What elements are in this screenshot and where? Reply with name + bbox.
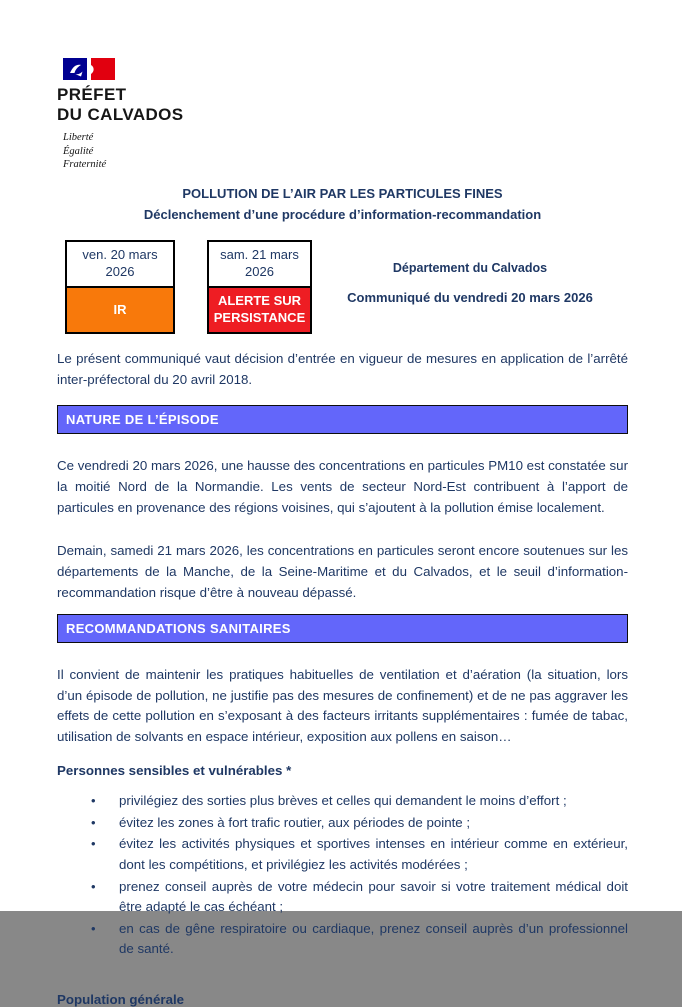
recommandations-paragraph: Il convient de maintenir les pratiques habituelles de ventilation et d’aération (la situation, lors d’un épisode de pollution, ne justifie pas des mesures de confinement) et de ne pas aggraver les effets de cette pollution en s’exposant à des facteurs irritants supplémentaires : fumée de tabac, utilisation de solvants en espace intérieur, exposition aux pollens en saison… (57, 666, 628, 745)
document-title-line1: POLLUTION DE L’AIR PAR LES PARTICULES FINES (182, 186, 503, 202)
intro-paragraph: Le présent communiqué vaut décision d’entrée en vigueur de mesures en application de l’arrêté inter-préfectoral du 20 avril 2018. (57, 350, 628, 387)
government-logo-block (57, 58, 628, 172)
motto-fraternite: Fraternité (63, 159, 107, 171)
list-item: • prenez conseil auprès de votre médecin pour savoir si votre traitement médical doit être adapté le cas échéant ; (119, 877, 628, 918)
alert-box-saturday-status-badge: ALERTE SUR PERSISTANCE (209, 288, 310, 332)
french-flag-marianne-icon (63, 58, 115, 80)
department-label: Département du Calvados (392, 260, 548, 275)
alert-box-friday-date-line1: ven. 20 mars (82, 246, 158, 262)
alert-box-saturday-date-line2: 2026 (245, 264, 274, 280)
prefecture-name-line2: DU CALVADOS (57, 105, 184, 125)
nature-paragraph-1: Ce vendredi 20 mars 2026, une hausse des concentrations en particules PM10 est constatée sur la moitié Nord de la Normandie. Les vents de secteur Nord-Est contribuent à l’apport de particules en provenance des régions voisines, qui s’ajoutent à la pollution émise localement. (57, 458, 628, 516)
subheading-population-generale: Population générale (57, 992, 185, 1007)
list-item: • évitez les zones à fort trafic routier, aux périodes de pointe ; (119, 813, 628, 834)
list-item: • en cas de gêne respiratoire ou cardiaque, prenez conseil auprès d’un professionnel de santé. (119, 919, 628, 960)
section-banner-nature-episode: NATURE DE L’ÉPISODE (57, 405, 628, 434)
prefecture-name-line1: PRÉFET (57, 85, 127, 104)
motto-egalite: Égalité (63, 145, 94, 157)
list-item: • évitez les activités physiques et sportives intenses en intérieur comme en extérieur, dont les compétitions, et privilégiez les activités modérées ; (119, 834, 628, 875)
section-banner-recommandations: RECOMMANDATIONS SANITAIRES (57, 614, 628, 643)
document-title (57, 184, 628, 226)
alert-box-saturday-date-line1: sam. 21 mars (220, 246, 299, 262)
recommendations-list (57, 791, 628, 960)
alert-box-saturday (207, 240, 312, 334)
nature-paragraph-2: Demain, samedi 21 mars 2026, les concentrations en particules seront encore soutenues sur les départements de la Manche, de la Seine-Maritime et du Calvados, et le seuil d’information-recommandation risque d’être à nouveau dépassé. (57, 543, 628, 600)
prefecture-name (57, 85, 628, 125)
communique-date-label: Communiqué du vendredi 20 mars 2026 (347, 289, 593, 305)
motto-liberte: Liberté (63, 132, 94, 144)
list-item: • privilégiez des sorties plus brèves et celles qui demandent le moins d’effort ; (119, 791, 628, 812)
subheading-personnes-sensibles: Personnes sensibles et vulnérables * (57, 763, 292, 779)
alert-box-friday-date (67, 242, 173, 288)
communique-meta (312, 240, 628, 334)
document-title-line2: Déclenchement d’une procédure d’information-recommandation (143, 206, 542, 222)
alert-box-friday-date-line2: 2026 (105, 264, 135, 280)
republic-motto (63, 131, 628, 172)
alert-box-friday-status-badge: IR (67, 288, 173, 332)
alert-box-friday (65, 240, 175, 334)
alert-status-row (65, 240, 628, 334)
alert-box-saturday-date (209, 242, 310, 288)
